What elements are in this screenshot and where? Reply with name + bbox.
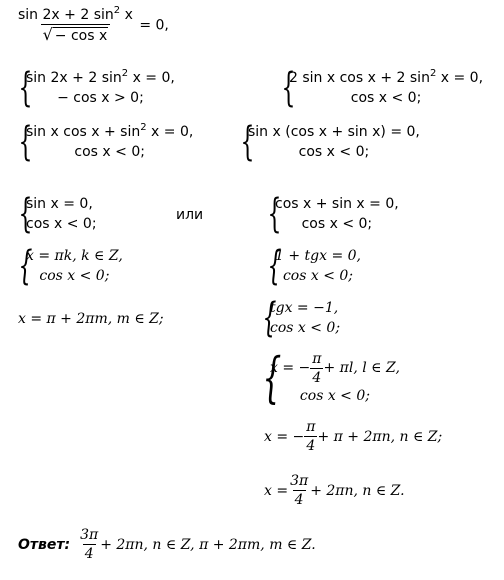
brace-icon: { (267, 243, 282, 289)
solution-3: x = $\frac{3\pi}{4}$ + 2πn, n ∈ Z. (264, 473, 405, 508)
brace-icon: { (267, 191, 282, 237)
brace-icon: { (18, 191, 33, 237)
or-word: или (176, 207, 204, 223)
system-3: { sin x $\cos x + \sin^2 x = 0$, cos x < 0; (18, 119, 194, 165)
brace-icon: { (18, 65, 33, 111)
system-6: { cos x + sin x = 0, cos x < 0; (267, 191, 399, 237)
system-10: { x = − $\frac{\pi}{4}$ + πl, l ∈ Z, cos x < 0; (262, 346, 400, 409)
system-4: { sin x (cos x + sin x) = 0, cos x < 0; (240, 119, 420, 165)
system-7: { x = πk, k ∈ Z, cos x < 0; (18, 243, 123, 289)
solution-1: x = π + 2πm, m ∈ Z; (18, 311, 164, 327)
answer-label: Ответ: (18, 536, 71, 553)
brace-icon: { (262, 346, 282, 409)
system-5: { sin x = 0, cos x < 0; (18, 191, 97, 237)
sqrt-symbol: √ − cos x (42, 25, 108, 44)
answer: Ответ: $\frac{3\pi}{4}$ + 2πn, n ∈ Z, π + 2πm, m ∈ Z. (18, 527, 316, 562)
brace-icon: { (18, 243, 33, 289)
system-9: { tgx = −1, cos x < 0; (262, 295, 341, 341)
system-2: { 2 sin x cos x + 2 $\sin^2 x = 0$, cos x < 0; (281, 65, 484, 111)
system-8: { 1 + tgx = 0, cos x < 0; (267, 243, 362, 289)
main-equation: sin 2x + 2 $\sin^2 x$ √ − cos x = 0, (18, 5, 169, 44)
brace-icon: { (281, 65, 296, 111)
system-1: { sin 2x + 2 $\sin^2 x = 0$, − cos x > 0; (18, 65, 175, 111)
brace-icon: { (240, 119, 255, 165)
brace-icon: { (18, 119, 33, 165)
solution-2: x = − $\frac{\pi}{4}$ + π + 2πn, n ∈ Z; (264, 419, 443, 454)
main-fraction: sin 2x + 2 $\sin^2 x$ √ − cos x (18, 5, 133, 44)
brace-icon: { (262, 295, 277, 341)
